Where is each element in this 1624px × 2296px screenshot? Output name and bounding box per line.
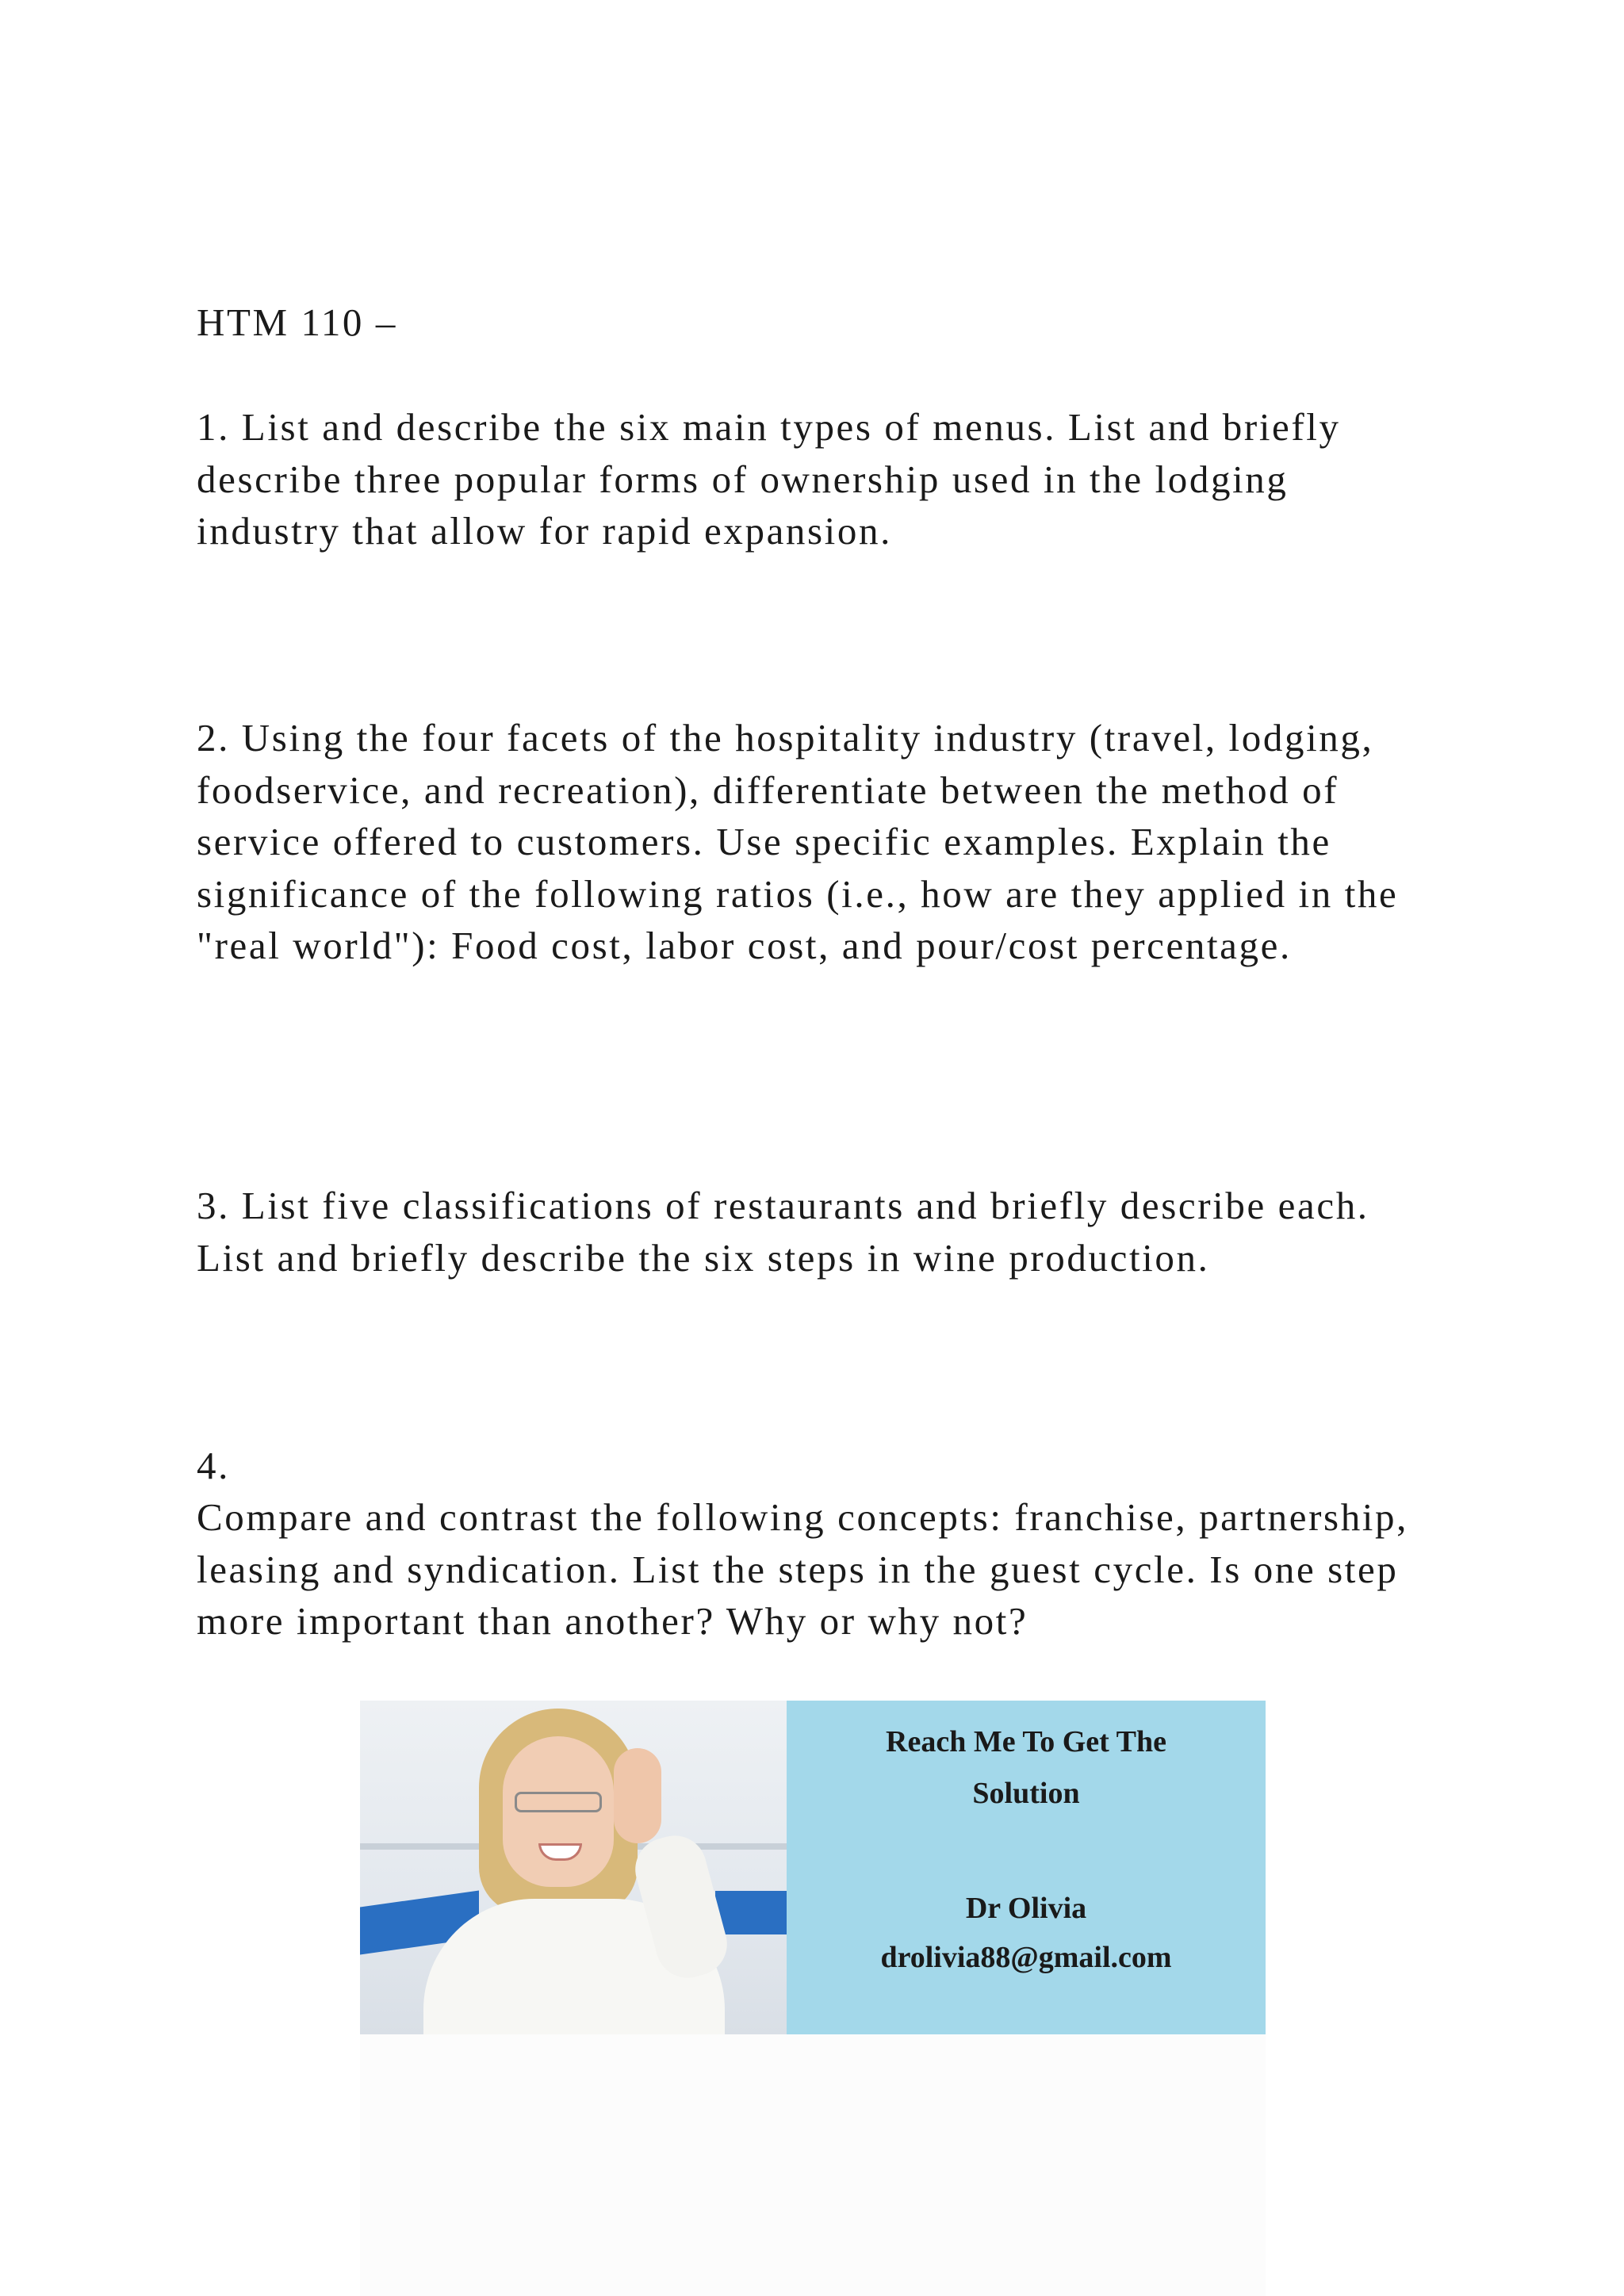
blank-area	[360, 2034, 1266, 2296]
banner-subline: Solution	[972, 1777, 1080, 1810]
question-4-number: 4.	[197, 1444, 230, 1487]
question-1: 1. List and describe the six main types of menus. List and briefly describe three popular forms of ownership used in the lodging industry that allow for rapid expansion.	[197, 405, 1341, 553]
woman-photo	[360, 1701, 787, 2034]
document-title: HTM 110 –	[197, 300, 397, 344]
contact-name: Dr Olivia	[965, 1892, 1087, 1925]
contact-email: drolivia88@gmail.com	[880, 1941, 1172, 1974]
question-2: 2. Using the four facets of the hospitality industry (travel, lodging, foodservice, and recreation), differentiate between the method of service offered to customers. Use specific examples. Explain the significance of the following ratios (i.e., how are they applied in the "real world"): Food cost, labor cost, and pour/cost percentage.	[197, 716, 1399, 967]
banner-headline: Reach Me To Get The	[886, 1725, 1166, 1758]
question-3: 3. List five classifications of restaurants and briefly describe each. List and briefly describe the six steps in wine production.	[197, 1184, 1369, 1280]
contact-info-panel	[787, 1701, 1266, 2034]
contact-banner	[360, 1701, 1266, 2034]
question-4: Compare and contrast the following concepts: franchise, partnership, leasing and syndication. List the steps in the guest cycle. Is one step more important than another? Why or why not?	[197, 1495, 1408, 1643]
